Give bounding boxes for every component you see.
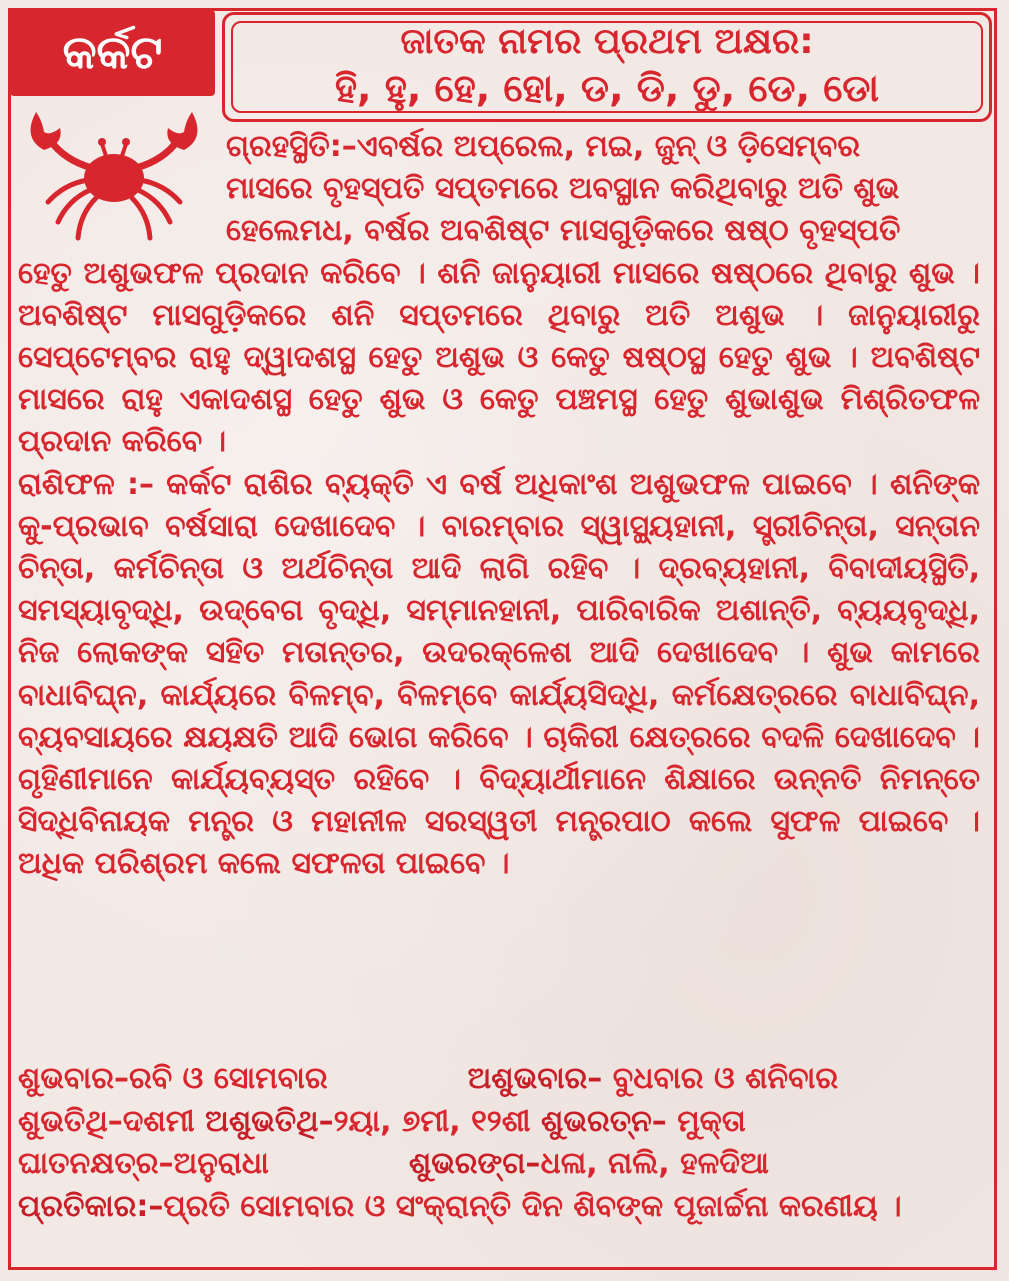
shubha-tithi: ଶୁଭତିଥି–ଦଶମୀ <box>18 1103 195 1139</box>
footer-line-nakshatra <box>18 1143 980 1186</box>
footer-line-pratikara <box>18 1186 980 1229</box>
name-initials-title: ଜାତକ ନାମର ପ୍ରଥମ ଅକ୍ଷର: <box>400 21 814 62</box>
shubha-ratna: ମୁକ୍ତା <box>677 1103 746 1139</box>
graha-paragraph: ହେତୁ ଅଶୁଭଫଳ ପ୍ରଦାନ କରିବେ । ଶନି ଜାନୁୟାରୀ ମାସରେ ଷଷ୍ଠରେ ଥିବାରୁ ଶୁଭ । ଅବଶିଷ୍ଟ ମାସଗୁଡ଼ିକରେ ଶନି ସପ୍ତମରେ ଥିବାରୁ ଅତି ଅଶୁଭ । ଜାନୁୟାରୀରୁ ସେପ୍ଟେମ୍ବର ରାହୁ ଦ୍ୱାଦଶସ୍ଥ ହେତୁ ଅଶୁଭ ଓ କେତୁ ଷଷ୍ଠସ୍ଥ ହେତୁ ଶୁଭ । ଅବଶିଷ୍ଟ ମାସରେ ରାହୁ ଏକାଦଶସ୍ଥ ହେତୁ ଶୁଭ ଓ କେତୁ ପଞ୍ଚମସ୍ଥ ହେତୁ ଶୁଭାଶୁଭ ମିଶ୍ରିତଫଳ ପ୍ରଦାନ କରିବେ । <box>18 255 980 460</box>
shubha-ranga: ଧଳା, ନାଲି, ହଳଦିଆ <box>540 1146 769 1181</box>
ghata-nakshatra: ଘାତନକ୍ଷତ୍ର–ଅନୁରାଧା <box>18 1146 269 1181</box>
rashiphala-text: କର୍କଟ ରାଶିର ବ୍ୟକ୍ତି ଏ ବର୍ଷ ଅଧିକାଂଶ ଅଶୁଭଫଳ ପାଇବେ । ଶନିଙ୍କ କୁ-ପ୍ରଭାବ ବର୍ଷସାରା ଦେଖାଦେବ । ବାରମ୍ବାର ସ୍ୱାସ୍ଥ୍ୟହାନୀ, ସ୍ତ୍ରୀଚିନ୍ତା, ସନ୍ତାନ ଚିନ୍ତା, କର୍ମଚିନ୍ତା ଓ ଅର୍ଥଚିନ୍ତା ଆଦି ଲାଗି ରହିବ । ଦ୍ରବ୍ୟହାନୀ, ବିବାଦୀୟସ୍ଥିତି, ସମସ୍ୟାବୃଦ୍ଧି, ଉଦ୍‌ବେଗ ବୃଦ୍ଧି, ସମ୍ମାନହାନୀ, ପାରିବାରିକ ଅଶାନ୍ତି, ବ୍ୟୟବୃଦ୍ଧି, ନିଜ ଲୋକଙ୍କ ସହିତ ମତାନ୍ତର, ଉଦରକ୍ଳେଶ ଆଦି ଦେଖାଦେବ । ଶୁଭ କାମରେ ବାଧାବିଘ୍ନ, କାର୍ଯ୍ୟରେ ବିଳମ୍ବ, ବିଳମ୍ବେ କାର୍ଯ୍ୟସିଦ୍ଧି, କର୍ମକ୍ଷେତ୍ରରେ ବାଧାବିଘ୍ନ, ବ୍ୟବସାୟରେ କ୍ଷୟକ୍ଷତି ଆଦି ଭୋଗ କରିବେ । ଚାକିରୀ କ୍ଷେତ୍ରରେ ବଦଳି ଦେଖାଦେବ । ଗୃହିଣୀମାନେ କାର୍ଯ୍ୟବ୍ୟସ୍ତ ରହିବେ । ବିଦ୍ୟାର୍ଥୀମାନେ ଶିକ୍ଷାରେ ଉନ୍ନତି ନିମନ୍ତେ ସିଦ୍ଧିବିନାୟକ ମନ୍ତ୍ର ଓ ମହାନୀଳ ସରସ୍ୱତୀ ମନ୍ତ୍ରପାଠ କଲେ ସୁଫଳ ପାଇବେ । ଅଧିକ ପରିଶ୍ରମ କଲେ ସଫଳତା ପାଇବେ । <box>18 466 980 882</box>
rashiphala-label: ରାଶିଫଳ :– <box>18 466 154 502</box>
graha-line-2: ମାସରେ ବୃହସ୍ପତି ସପ୍ତମରେ ଅବସ୍ଥାନ କରିଥିବାରୁ ଅତି ଶୁଭ <box>226 171 900 207</box>
sign-name: କର୍କଟ <box>62 25 163 79</box>
ashubha-tithi: ୨ୟା, ୭ମୀ, ୧୨ଶୀ <box>333 1103 531 1139</box>
graha-label: ଗ୍ରହସ୍ଥିତି:– <box>226 129 357 164</box>
ashubha-tithi-label: ଅଶୁଭତିଥି– <box>205 1103 334 1139</box>
name-initials-box <box>222 12 992 122</box>
name-initials-letters: ହି, ହୁ, ହେ, ହୋ, ଡ, ଡି, ଡୁ, ଡେ, ଡୋ <box>334 66 880 110</box>
pratikara-label: ପ୍ରତିକାର:– <box>18 1188 164 1224</box>
shubha-ratna-label: ଶୁଭରତ୍ନ– <box>541 1103 667 1139</box>
ashubha-bara: ବୁଧବାର ଓ ଶନିବାର <box>612 1061 839 1096</box>
graha-line-1-text: ଏବର୍ଷର ଅପ୍ରେଲ, ମଇ, ଜୁନ୍ ଓ ଡ଼ିସେମ୍ବର <box>356 129 861 164</box>
article-footer <box>18 1058 980 1228</box>
graha-line-3: ହେଲେମଧ, ବର୍ଷର ଅବଶିଷ୍ଟ ମାସଗୁଡ଼ିକରେ ଷଷ୍ଠ ବୃହସ୍ପତି <box>226 213 901 249</box>
graha-line-1 <box>18 126 980 168</box>
rashiphala-paragraph <box>18 464 980 886</box>
ashubha-bara-label: ଅଶୁଭବାର– <box>467 1061 603 1096</box>
sign-badge <box>10 10 215 96</box>
footer-line-days <box>18 1058 980 1101</box>
pratikara: ପ୍ରତି ସୋମବାର ଓ ସଂକ୍ରାନ୍ତି ଦିନ ଶିବଙ୍କ ପୂଜାର୍ଚ୍ଚନା କରଣୀୟ । <box>163 1188 902 1224</box>
shubha-ranga-label: ଶୁଭରଙ୍ଗ– <box>408 1146 541 1181</box>
shubha-bara: ଶୁଭବାର–ରବି ଓ ସୋମବାର <box>18 1061 328 1096</box>
article-body <box>18 126 980 886</box>
footer-line-tithi <box>18 1101 980 1144</box>
